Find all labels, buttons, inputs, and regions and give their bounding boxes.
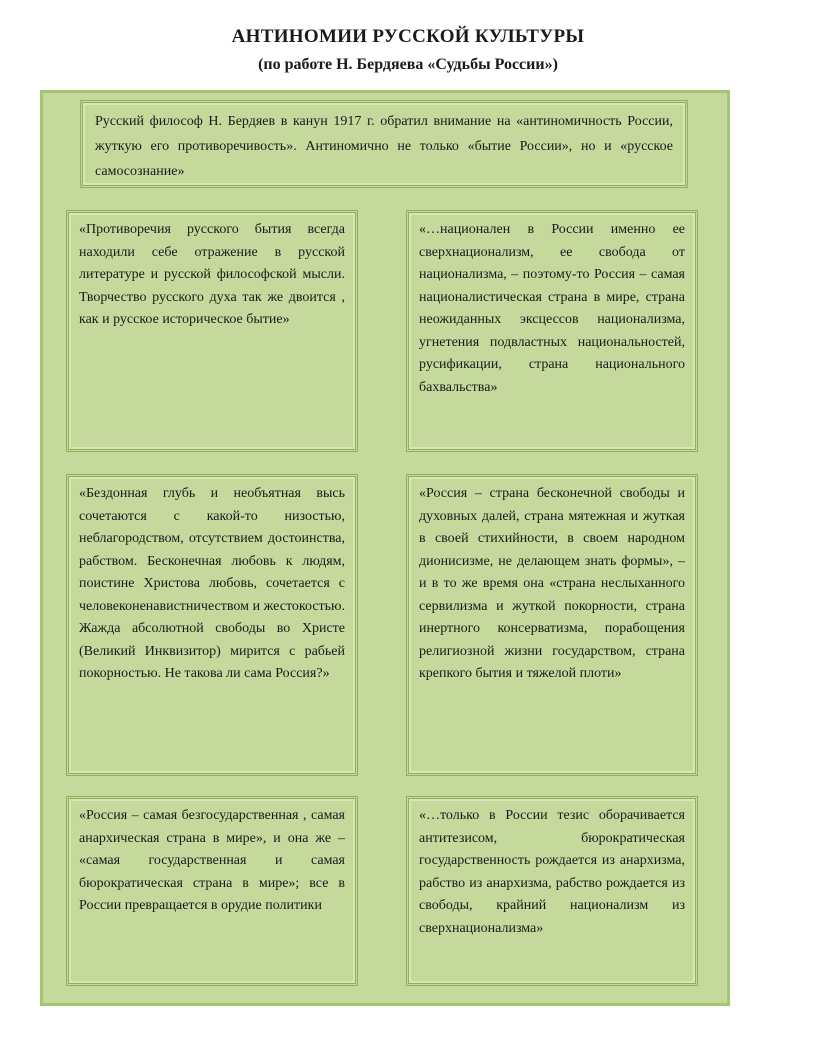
quote-box-thesis-antithesis: «…только в России тезис оборачивается антитезисом, бюрократическая государственность рождается из анархизма, рабство из анархизма, рабство рождается из свободы, крайний национализм из сверхнационализма» (406, 796, 698, 986)
quote-box-nationalism: «…национален в России именно ее сверхнационализм, ее свобода от национализма, – поэтому-то Россия – самая националистическая страна в мире, страна неожиданных эксцессов национализма, угнетения подвластных национальностей, русификации, страна национального бахвальства» (406, 210, 698, 452)
intro-box: Русский философ Н. Бердяев в канун 1917 г. обратил внимание на «антиномичность России, жуткую его противоречивость». Антиномично не только «бытие России», но и «русское самосознание» (80, 100, 688, 188)
page-subtitle: (по работе Н. Бердяева «Судьбы России») (258, 56, 558, 73)
quote-box-literature: «Противоречия русского бытия всегда находили себе отражение в русской литературе и русской философской мысли. Творчество русского духа так же двоится , как и русское историческое бытие» (66, 210, 358, 452)
page-title: АНТИНОМИИ РУССКОЙ КУЛЬТУРЫ (231, 26, 585, 47)
quote-box-freedom-and-servility: «Россия – страна бесконечной свободы и духовных далей, страна мятежная и жуткая в своей стихийности, в своем народном дионисизме, не делающем знать формы», – и в то же время она «страна неслыханного сервилизма и жуткой покорности, страна инертного консерватизма, порабощения религиозной жизни государством, страна крепкого бытия и тяжелой плоти» (406, 474, 698, 776)
quote-box-anarchy-and-state: «Россия – самая безгосударственная , самая анархическая страна в мире», и она же – «самая государственная и самая бюрократическая страна в мире»; все в России превращается в орудие политики (66, 796, 358, 986)
quote-box-depth-and-baseness: «Бездонная глубь и необъятная высь сочетаются с какой-то низостью, неблагородством, отсутствием достоинства, рабством. Бесконечная любовь к людям, поистине Христова любовь, сочетается с человеконенавистничеством и жестокостью. Жажда абсолютной свободы во Христе (Великий Инквизитор) мирится с рабьей покорностью. Не такова ли сама Россия?» (66, 474, 358, 776)
